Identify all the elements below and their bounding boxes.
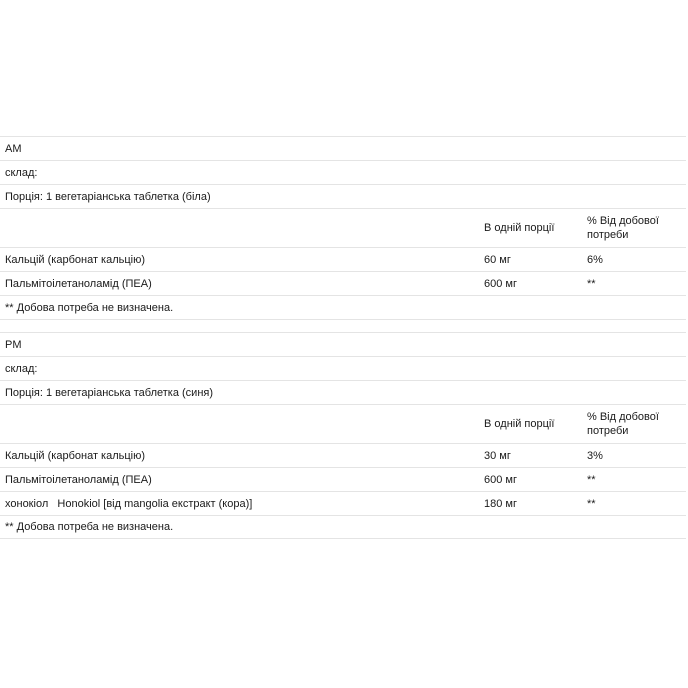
section-title-row: [0, 332, 686, 356]
composition-row: [0, 356, 686, 380]
ingredient-amount: 600 мг: [484, 473, 517, 486]
ingredient-amount: 600 мг: [484, 277, 517, 290]
section-title-row: [0, 136, 686, 160]
composition-row: [0, 160, 686, 184]
ingredient-name: Пальмітоілетаноламід (ПЕА): [5, 473, 152, 486]
ingredient-daily-value: **: [587, 277, 596, 290]
table-row: [0, 467, 686, 491]
header-daily-value: [587, 214, 686, 242]
header-dv-line2: потреби: [587, 229, 629, 241]
composition-label: склад:: [5, 362, 38, 375]
ingredient-amount: 180 мг: [484, 497, 517, 510]
header-amount: В одній порції: [484, 222, 555, 234]
section-title: PM: [5, 338, 22, 351]
ingredient-daily-value: **: [587, 497, 596, 510]
serving-size: Порція: 1 вегетаріанська таблетка (біла): [5, 190, 211, 203]
table-row: [0, 443, 686, 467]
section-title: AM: [5, 142, 22, 155]
header-amount: В одній порції: [484, 418, 555, 430]
header-dv-line1: % Від добової: [587, 215, 659, 227]
footnote-row: [0, 515, 686, 539]
table-row: [0, 491, 686, 515]
table-row: [0, 247, 686, 271]
ingredient-daily-value: **: [587, 473, 596, 486]
ingredient-amount: 30 мг: [484, 449, 511, 462]
composition-label: склад:: [5, 166, 38, 179]
ingredient-name: Пальмітоілетаноламід (ПЕА): [5, 277, 152, 290]
serving-row: [0, 184, 686, 208]
header-dv-line1: % Від добової: [587, 411, 659, 423]
section-divider: [0, 319, 686, 332]
table-row: [0, 271, 686, 295]
header-dv-line2: потреби: [587, 425, 629, 437]
supplement-facts-table: [0, 136, 686, 539]
table-header-row: [0, 208, 686, 247]
ingredient-daily-value: 3%: [587, 449, 603, 462]
table-header-row: [0, 404, 686, 443]
header-daily-value: [587, 410, 686, 438]
ingredient-amount: 60 мг: [484, 253, 511, 266]
ingredient-name: хонокіол Honokiol [від mangolia екстракт (кора)]: [5, 497, 253, 510]
ingredient-name: Кальцій (карбонат кальцію): [5, 449, 146, 462]
footnote: ** Добова потреба не визначена.: [5, 301, 174, 314]
footnote-row: [0, 295, 686, 319]
ingredient-daily-value: 6%: [587, 253, 603, 266]
serving-row: [0, 380, 686, 404]
ingredient-name: Кальцій (карбонат кальцію): [5, 253, 146, 266]
serving-size: Порція: 1 вегетаріанська таблетка (синя): [5, 386, 214, 399]
footnote: ** Добова потреба не визначена.: [5, 521, 174, 533]
